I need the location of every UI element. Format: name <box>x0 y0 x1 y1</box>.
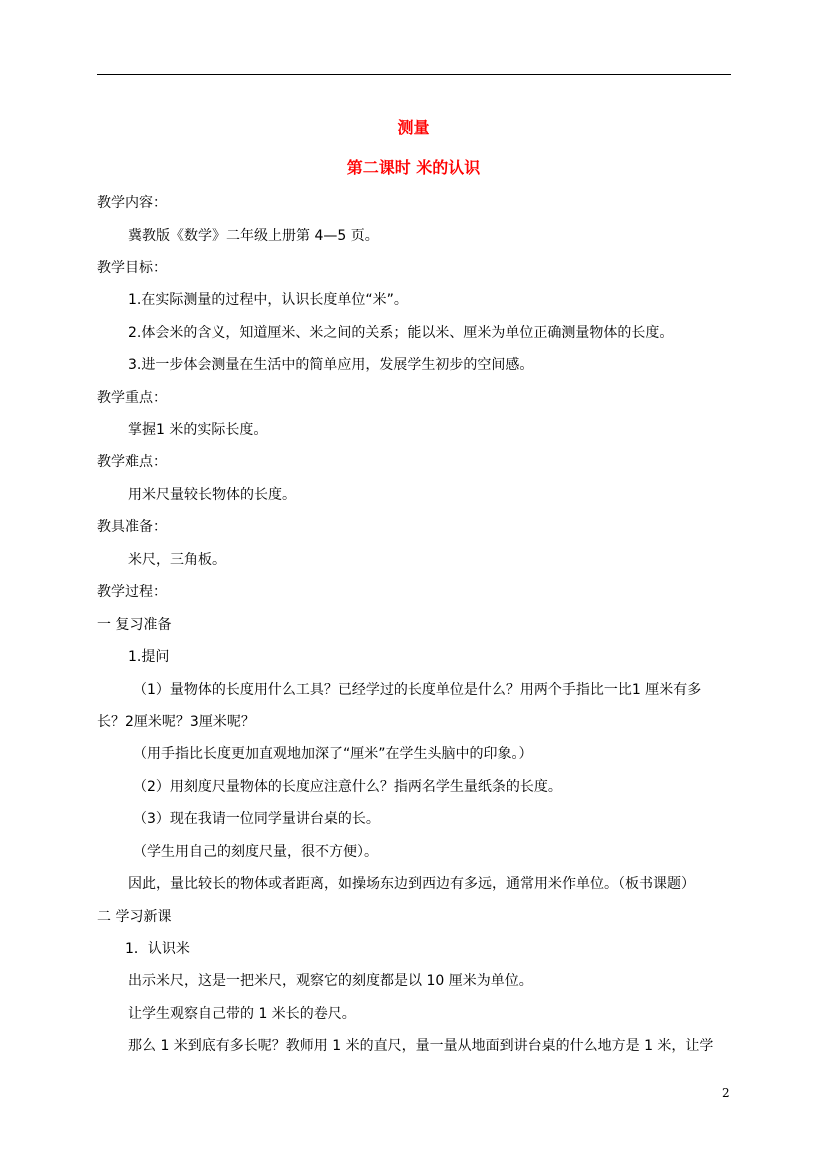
section-heading: 教学难点： <box>97 454 167 470</box>
section-heading: 教学重点： <box>97 390 167 406</box>
paragraph-line: 1.在实际测量的过程中，认识长度单位“米”。 <box>128 292 408 308</box>
paragraph-line: 出示米尺，这是一把米尺，观察它的刻度都是以 10 厘米为单位。 <box>128 973 533 989</box>
paragraph-line: 掌握1 米的实际长度。 <box>128 422 268 438</box>
section-heading: 一 复习准备 <box>97 617 172 633</box>
paragraph-line: 1．认识米 <box>125 941 190 957</box>
paragraph-line: （1）量物体的长度用什么工具？已经学过的长度单位是什么？用两个手指比一比1 厘米有多 <box>133 682 702 698</box>
paragraph-line: 2.体会米的含义，知道厘米、米之间的关系；能以米、厘米为单位正确测量物体的长度。 <box>128 325 674 341</box>
paragraph-line: 冀教版《数学》二年级上册第 4—5 页。 <box>128 228 379 244</box>
paragraph-line: 3.进一步体会测量在生活中的简单应用，发展学生初步的空间感。 <box>128 357 534 373</box>
document-title: 测量 <box>397 118 430 137</box>
section-heading: 教学目标： <box>97 260 167 276</box>
header-rule <box>97 74 731 75</box>
paragraph-line: （学生用自己的刻度尺量，很不方便）。 <box>133 844 378 860</box>
paragraph-line: 米尺，三角板。 <box>128 552 226 568</box>
paragraph-line: 让学生观察自己带的 1 米长的卷尺。 <box>128 1006 356 1022</box>
section-heading: 二 学习新课 <box>97 909 172 925</box>
paragraph-line: （3）现在我请一位同学量讲台桌的长。 <box>133 811 380 827</box>
page-number: 2 <box>722 1086 730 1100</box>
document-subtitle: 第二课时 米的认识 <box>346 158 481 177</box>
paragraph-line: 用米尺量较长物体的长度。 <box>128 487 296 503</box>
paragraph-line: 因此，量比较长的物体或者距离，如操场东边到西边有多远，通常用米作单位。（板书课题） <box>128 876 695 892</box>
paragraph-line: 1.提问 <box>128 649 170 665</box>
paragraph-line: 长？2厘米呢？3厘米呢？ <box>97 714 255 730</box>
paragraph-line: （2）用刻度尺量物体的长度应注意什么？指两名学生量纸条的长度。 <box>133 779 562 795</box>
paragraph-line: （用手指比长度更加直观地加深了“厘米”在学生头脑中的印象。） <box>133 746 533 762</box>
paragraph-line: 那么 1 米到底有多长呢？教师用 1 米的直尺，量一量从地面到讲台桌的什么地方是 1 米，让学 <box>128 1038 714 1054</box>
section-heading: 教学过程： <box>97 584 167 600</box>
section-heading: 教学内容： <box>97 195 167 211</box>
section-heading: 教具准备： <box>97 519 167 535</box>
